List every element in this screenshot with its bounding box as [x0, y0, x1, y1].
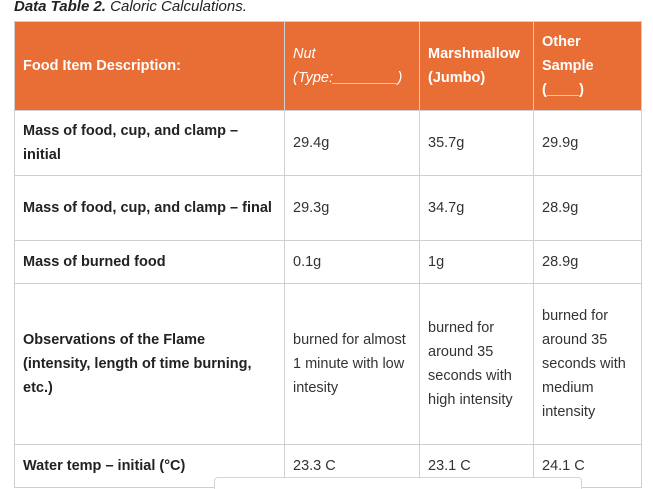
header-other-sample: Other Sample (____)	[534, 22, 642, 111]
cell-other: burned for around 35 seconds with medium intensity	[534, 284, 642, 445]
cell-nut: 29.4g	[285, 111, 420, 176]
cell-nut: 23.3 C	[285, 445, 420, 488]
caloric-calculations-table	[14, 21, 642, 488]
cell-nut: 29.3g	[285, 176, 420, 241]
cell-other: 24.1 C	[534, 445, 642, 488]
table-caption	[14, 0, 247, 16]
bottom-overlay-panel	[214, 477, 582, 489]
cell-marshmallow: 23.1 C	[420, 445, 534, 488]
cell-other: 28.9g	[534, 241, 642, 284]
row-label: Mass of food, cup, and clamp – initial	[15, 111, 285, 176]
row-label: Water temp – initial (°C)	[15, 445, 285, 488]
header-nut: Nut (Type:________)	[285, 22, 420, 111]
cell-nut: burned for almost 1 minute with low intesity	[285, 284, 420, 445]
table-row	[15, 284, 642, 445]
cell-marshmallow: 34.7g	[420, 176, 534, 241]
table-row	[15, 111, 642, 176]
cell-marshmallow: 35.7g	[420, 111, 534, 176]
cell-marshmallow: 1g	[420, 241, 534, 284]
table-header-row	[15, 22, 642, 111]
row-label: Mass of food, cup, and clamp – final	[15, 176, 285, 241]
caption-prefix: Data Table 2.	[14, 0, 106, 15]
table-row	[15, 176, 642, 241]
table-row	[15, 241, 642, 284]
row-label: Observations of the Flame (intensity, length of time burning, etc.)	[15, 284, 285, 445]
header-marshmallow: Marshmallow (Jumbo)	[420, 22, 534, 111]
header-food-item: Food Item Description:	[15, 22, 285, 111]
cell-other: 28.9g	[534, 176, 642, 241]
cell-marshmallow: burned for around 35 seconds with high intensity	[420, 284, 534, 445]
cell-nut: 0.1g	[285, 241, 420, 284]
row-label: Mass of burned food	[15, 241, 285, 284]
cell-other: 29.9g	[534, 111, 642, 176]
caption-text: Caloric Calculations.	[105, 0, 247, 15]
